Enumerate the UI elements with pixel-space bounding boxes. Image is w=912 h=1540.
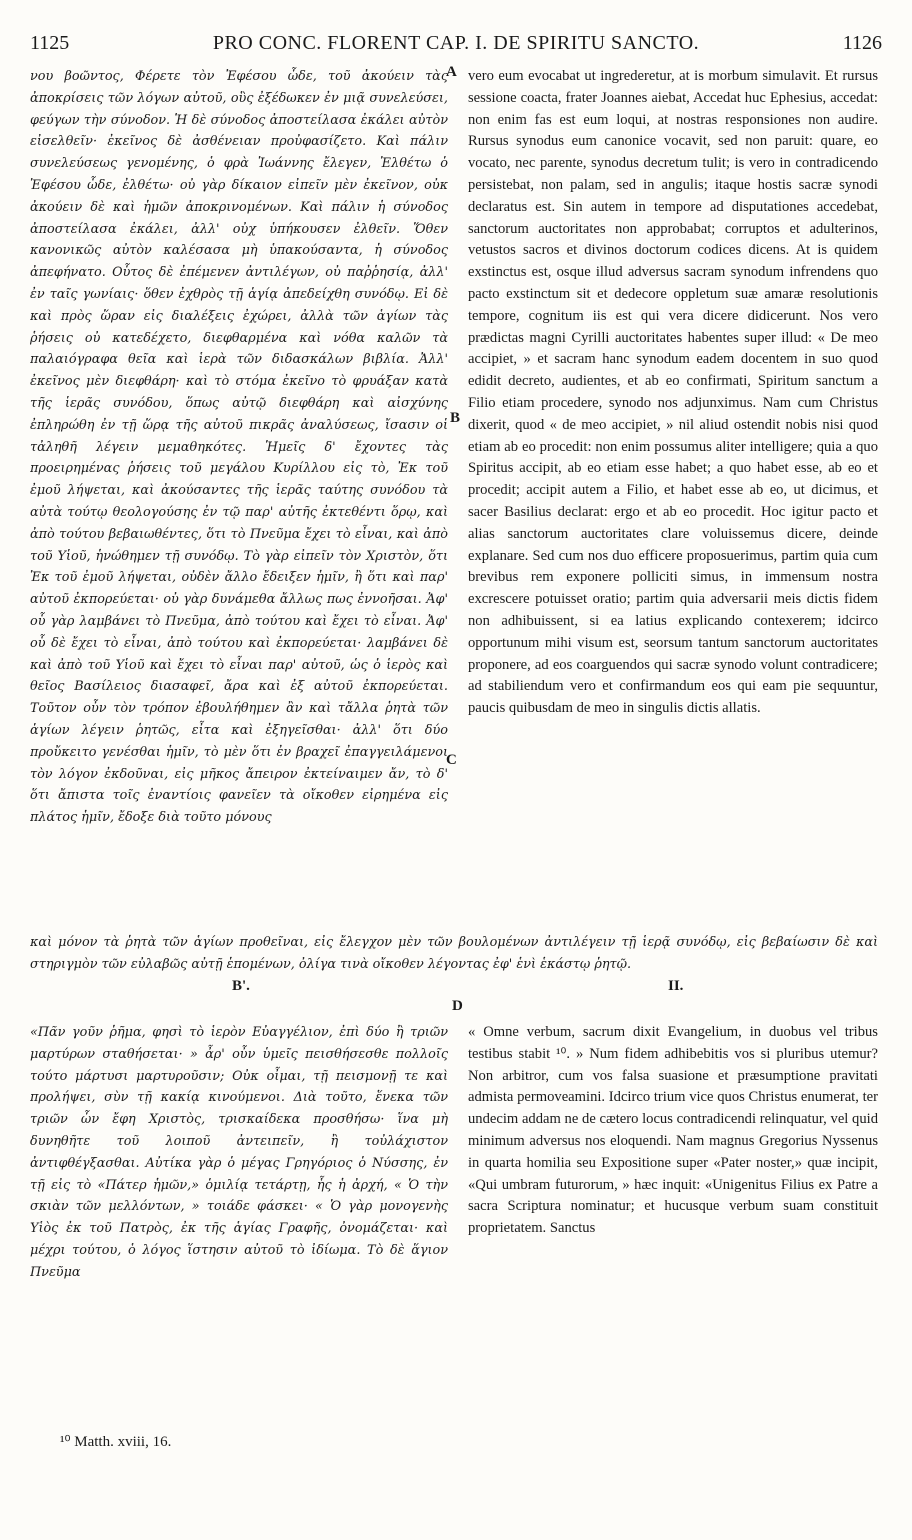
latin-column-upper (468, 66, 878, 930)
page-number-left: 1125 (30, 32, 70, 54)
margin-letter-c: C (446, 752, 457, 768)
greek-full-width-line (30, 932, 878, 976)
latin-column-lower (468, 1022, 878, 1402)
footnote: ¹⁰ Matth. xviii, 16. (60, 1434, 172, 1450)
greek-column-lower (30, 1022, 448, 1402)
latin-text-upper: vero eum evocabat ut ingrederetur, at is morbum simulavit. Et rursus sessione coacta, frater Joannes aiebat, Accedat huc Ephesius, accedat: non enim fas est eum loqui, at nostras responsiones non audire. Rursus synodus eum canonice vocavit, sed non paruit: quare, eo vocato, nec parente, synodus decretum tulit; is vero in contradicendo persistebat, non palam, sed in angulis; itaque hostis sacræ synodi declaratus est. Sin autem in tempore ad disputationes accedebat, sanctorum auctoritates non approbabat; corruptos et adulterinos, vetustos sacros et divinos doctorum codices dicens. At is quidem exstinctus est, osque illud adversus sacram synodum infrendens quo pacto exstinctum sit et dedecore oppletum suæ amaræ resolutionis tempore, cognitum iis est qui vera dicere didicerunt. Nos vero prædictas magni Cyrilli auctoritates habentes super illud: « De meo accipiet, » et sacram hanc synodum eadem docentem in suo quod edidit decreto, audientes, et ab eo confirmati, Spiritum sanctum a Filio etiam procedere, synodo nos adjunximus. Nam cum Christus dixerit, quod « de meo accipiet, » nil aliud ostendit nobis nisi quod etiam ab eo procedit: non enim possumus aliter intelligere; quia a quo Spiritus accipit, ab eo etiam esse habet; a quo habet esse, ab eo et procedit; accipit autem a Filio, et habet esse ab eo, ut dicimus, et sacer Basilius declarat: ergo et ab eo procedit. Hoc igitur pacto et alias sanctorum auctoritates clare voluissemus dicere, deinde explanare. Sed cum nos duo efficere proposuerimus, partim quia cum brevibus rem exponere polliciti simus, in immensum nostra excrescere potuisset oratio; partim quia adversarii meis dictis fidem non adhibuissent, si ea latius explicando contexerem; idcirco opportunum mihi visum est, seorsum tantum sanctorum auctoritates proponere, ad eos coarguendos qui sacræ synodo volunt contradicere; ad stabiliendum vero et confirmandum eos qui eam pie sequuntur, paucis quibusdam de meo in singulis dictis allatis. (468, 68, 878, 717)
running-header (30, 32, 882, 62)
running-title: PRO CONC. FLORENT CAP. I. DE SPIRITU SANCTO. (212, 32, 700, 54)
margin-letter-a: A (446, 64, 457, 80)
section-label-latin: II. (668, 978, 684, 994)
page-number-right: 1126 (842, 32, 882, 54)
margin-letter-d: D (452, 998, 463, 1014)
greek-text-upper: νου βοῶντος, Φέρετε τὸν Ἐφέσου ὧδε, τοῦ ἀκούειν τὰς ἀποκρίσεις τῶν λόγων αὐτοῦ, οὓς ἐξέδωκεν ἐν μιᾷ συνελεύσει, φεύγων τὴν σύνοδον. Ἡ δὲ σύνοδος ἀποστείλασα ἐκάλει αὐτὸν εἰσελθεῖν· ἐκεῖνος δὲ ἀσθένειαν προὐφασίζετο. Καὶ πάλιν συνελεύσεως γενομένης, ὁ φρὰ Ἰωάννης ἔλεγεν, Ἐλθέτω ὁ Ἐφέσου ὧδε, ἐλθέτω· οὐ γὰρ δίκαιον εἰπεῖν μὲν ἐκεῖνον, οὐκ ἀκούειν δὲ καὶ ἡμῶν ἀποκρινομένων. Καὶ πάλιν ἡ σύνοδος ἀποστείλασα ἐκάλει, ἀλλ' οὐχ ὑπήκουσεν ἐλθεῖν. Ὅθεν κανονικῶς αὐτὸν καλέσασα μὴ ὑπακούσαντα, ἡ σύνοδος ἀπεφήνατο. Οὗτος δὲ ἐπέμενεν ἀντιλέγων, οὐ παῤῥησίᾳ, ἀλλ' ἐν ταῖς γωνίαις· ὅθεν ἐχθρὸς τῇ ἁγίᾳ ἀπεδείχθη συνόδῳ. Εἰ δὲ καὶ πρὸς ὥραν εἰς διαλέξεις ἐχώρει, ἀλλὰ τῶν ἁγίων τὰς ῥήσεις οὐ κατεδέχετο, διεφθαρμένα καὶ νόθα καλῶν τὰ παλαιόγραφα θεῖα καὶ ἱερὰ τῶν διδασκάλων βιβλία. Ἀλλ' ἐκεῖνος μὲν διεφθάρη· καὶ τὸ στόμα ἐκεῖνο τὸ φρυάξαν κατὰ τῆς ἱερᾶς συνόδου, ὅπως αὐτῷ διεφθάρη καὶ αἰσχύνης ἐπληρώθη ἐν τῇ ὥρᾳ τῆς αὐτοῦ πικρᾶς ἀναλύσεως, ἴσασιν οἱ τἀληθῆ λέγειν μεμαθηκότες. Ἡμεῖς δ' ἔχοντες τὰς προειρημένας ῥήσεις τοῦ μεγάλου Κυρίλλου εἰς τὸ, Ἐκ τοῦ ἐμοῦ λήψεται, καὶ ἀκούσαντες τῆς ἱερᾶς ταύτης συνόδου τὰ αὐτὰ τούτῳ θεολογούσης ἐν τῷ παρ' αὐτῆς ἐκτεθέντι ὅρῳ, καὶ ἀπὸ τούτου βεβαιωθέντες, ὅτι τὸ Πνεῦμα ἔχει τὸ εἶναι, καὶ ἀπὸ τοῦ Υἱοῦ, ἡνώθημεν τῇ συνόδῳ. Τὸ γὰρ εἰπεῖν τὸν Χριστὸν, ὅτι Ἐκ τοῦ ἐμοῦ λήψεται, οὐδὲν ἄλλο ἔδειξεν ἡμῖν, ἢ ὅτι καὶ παρ' αὐτοῦ ἐκπορεύεται· οὐ γὰρ δυνάμεθα ἄλλως πως ἐννοῆσαι. Ἀφ' οὗ γὰρ λαμβάνει τὸ Πνεῦμα, ἀπὸ τούτου καὶ ἔχει τὸ εἶναι. Ἀφ' οὗ δὲ ἔχει τὸ εἶναι, ἀπὸ τούτου καὶ ἐκπορεύεται· λαμβάνει δὲ καὶ ἀπὸ τοῦ Υἱοῦ καὶ ἔχει τὸ εἶναι παρ' αὐτοῦ, ὡς ὁ ἱερὸς καὶ θεῖος Βασίλειος διασαφεῖ, ἄρα καὶ ἐξ αὐτοῦ ἐκπορεύεται. Τοῦτον οὖν τὸν τρόπον ἐβουλήθημεν ἂν καὶ τἄλλα ῥητὰ τῶν ἁγίων λέγειν ῥητῶς, εἶτα καὶ ἐξηγεῖσθαι· ἀλλ' ὅτι δύο προὔκειτο γενέσθαι ἡμῖν, τὸ μὲν ὅτι ἐν βραχεῖ ἐπαγγειλάμενοι τὸν λόγον ἐκδοῦναι, εἰς μῆκος ἄπειρον ἐκτείναιμεν ἄν, τὸ δ' ὅτι ἄπιστα τοῖς ἐναντίοις φανεῖεν τὰ οἴκοθεν εἰρημένα εἰς πλάτος ἡμῖν, ἔδοξε διὰ τοῦτο μόνους (30, 69, 448, 826)
section-label-greek: Β'. (232, 978, 250, 994)
greek-column-upper (30, 66, 448, 930)
greek-text-full-width: καὶ μόνον τὰ ῥητὰ τῶν ἁγίων προθεῖναι, εἰς ἔλεγχον μὲν τῶν βουλομένων ἀντιλέγειν τῇ ἱερᾷ συνόδῳ, εἰς βεβαίωσιν δὲ καὶ στηριγμὸν τῶν εὐλαβῶς αὐτῇ ἑπομένων, ὀλίγα τινὰ οἴκοθεν λέγοντας ἐφ' ἑνὶ ἑκάστῳ ῥητῷ. (30, 935, 878, 972)
latin-text-lower: « Omne verbum, sacrum dixit Evangelium, in duobus vel tribus testibus stabit ¹⁰. » Num fidem adhibebitis vos si pluribus utemur? Non arbitror, cum vos falsa suasione et præsumptione pravitati admista permoveamini. Idcirco trium vice quos Christus enumerat, ter undecim addam ne de cætero locus contradicendi relinquatur, vel quid minimum adversus nos eloquendi. Nam magnus Gregorius Nyssenus in quarta homilia seu Expositione super «Pater noster,» quæ incipit, «Qui umbram futurorum, » hæc inquit: «Unigenitus Filius ex Patre a sacra Scriptura nominatur; et hucusque verbum suam constituit proprietatem. Sanctus (468, 1024, 878, 1237)
margin-letter-b: B (450, 410, 461, 426)
greek-text-lower: «Πᾶν γοῦν ῥῆμα, φησὶ τὸ ἱερὸν Εὐαγγέλιον, ἐπὶ δύο ἢ τριῶν μαρτύρων σταθήσεται· » ἆρ' οὖν ὑμεῖς πεισθήσεσθε πολλοῖς τούτο μάρτυσι μαρτυροῦσιν; Οὐκ οἶμαι, τῇ πεισμονῇ τε καὶ προλήψει, σὺν τῇ κακίᾳ κινούμενοι. Διὰ τοῦτο, ἕνεκα τῶν τριῶν ὧν ἔφη Χριστὸς, τρισκαίδεκα προσθήσω· ἵνα μὴ δυνηθῆτε τοῦ λοιποῦ ἀντειπεῖν, ἢ τοὐλάχιστον ἀντιφθέγξασθαι. Αὐτίκα γὰρ ὁ μέγας Γρηγόριος ὁ Νύσσης, ἐν τῇ εἰς τὸ «Πάτερ ἡμῶν,» ὁμιλίᾳ τετάρτῃ, ἧς ἡ ἀρχή, « Ὁ τὴν σκιὰν τῶν μελλόντων, » τοιάδε φάσκει· « Ὁ γὰρ μονογενὴς Υἱὸς ἐκ τοῦ Πατρὸς, ἐκ τῆς ἁγίας Γραφῆς, ὀνομάζεται· καὶ μέχρι τούτου, ὁ λόγος ἵστησιν αὐτοῦ τὸ ἰδίωμα. Τὸ δὲ ἅγιον Πνεῦμα (30, 1025, 448, 1280)
